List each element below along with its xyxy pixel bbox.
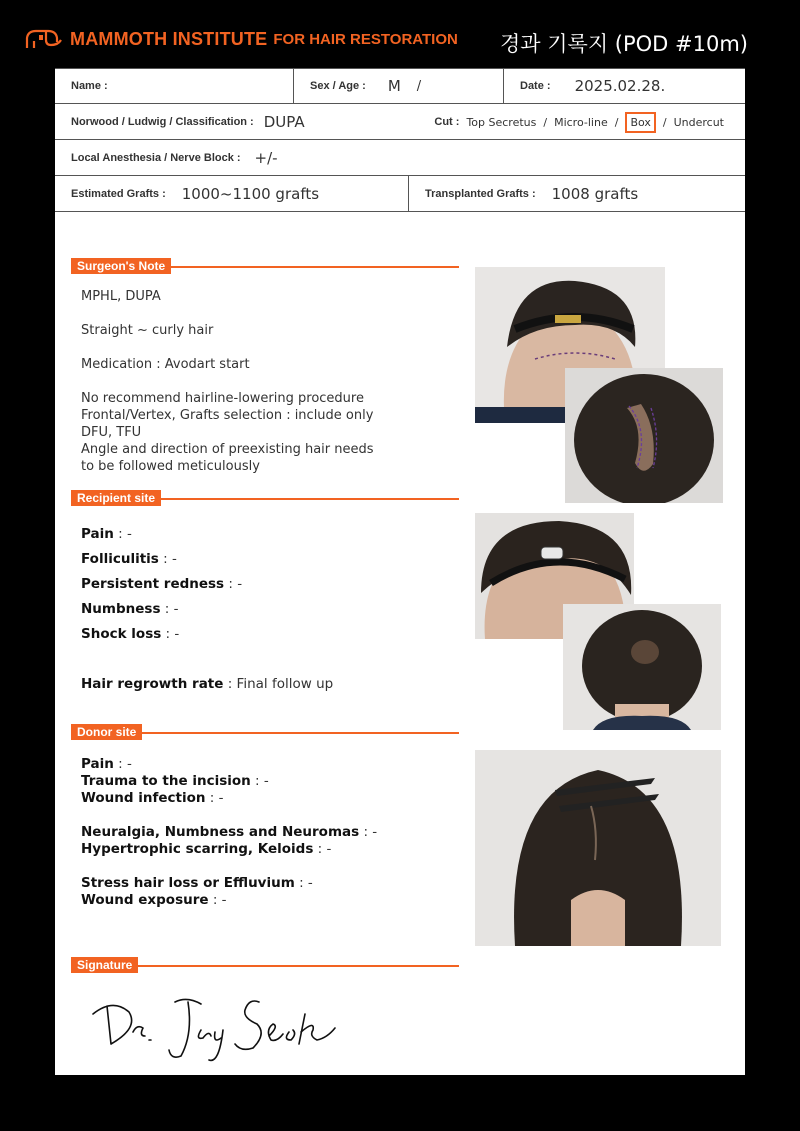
cut-option-micro-line[interactable]: Micro-line: [554, 115, 608, 129]
donor-site-title: Donor site: [71, 724, 142, 740]
cut-separator: /: [614, 115, 619, 129]
recipient-site-title: Recipient site: [71, 490, 161, 506]
cut-separator: /: [543, 115, 548, 129]
postop-back-photo: [563, 604, 721, 730]
donor-site-header: [71, 724, 459, 740]
recipient-item-redness: Persistent redness : -: [81, 576, 243, 592]
donor-item-wound-exposure: Wound exposure : -: [81, 892, 227, 908]
donor-item-neuralgia: Neuralgia, Numbness and Neuromas : -: [81, 824, 378, 840]
note-line: to be followed meticulously: [81, 459, 260, 474]
transplanted-grafts-value[interactable]: 1008 grafts: [551, 184, 639, 203]
transplanted-grafts-cell: [409, 176, 745, 211]
recipient-site-body: [81, 522, 333, 697]
transplanted-grafts-label: Transplanted Grafts :: [425, 187, 536, 200]
donor-site-body: [81, 756, 377, 909]
surgeon-note-body: [81, 288, 374, 475]
note-line: MPHL, DUPA: [81, 289, 161, 304]
cut-label: Cut :: [434, 116, 460, 128]
note-line: Angle and direction of preexisting hair needs: [81, 442, 374, 457]
document-title: 경과 기록지 (POD #10m): [500, 32, 748, 56]
brand-logo: [24, 28, 458, 50]
signature-title: Signature: [71, 957, 138, 973]
recipient-item-numbness: Numbness : -: [81, 601, 179, 617]
estimated-grafts-value[interactable]: 1000~1100 grafts: [181, 184, 320, 203]
date-value[interactable]: 2025.02.28.: [574, 77, 666, 95]
estimated-grafts-label: Estimated Grafts :: [71, 187, 166, 200]
cut-separator: /: [662, 115, 667, 129]
donor-item-trauma: Trauma to the incision : -: [81, 773, 269, 789]
form-row-anesthesia: [55, 140, 745, 176]
recipient-item-shock-loss: Shock loss : -: [81, 626, 180, 642]
cut-option-undercut[interactable]: Undercut: [673, 115, 724, 129]
cut-option-top-secretus[interactable]: Top Secretus: [466, 115, 537, 129]
brand-subtitle: FOR HAIR RESTORATION: [273, 30, 458, 48]
note-line: DFU, TFU: [81, 425, 142, 440]
estimated-grafts-cell: [55, 176, 409, 211]
anesthesia-label: Local Anesthesia / Nerve Block :: [71, 151, 241, 164]
cut-option-box-selected[interactable]: Box: [625, 112, 655, 133]
form-row-grafts: [55, 176, 745, 212]
donor-item-effluvium: Stress hair loss or Effluvium : -: [81, 875, 313, 891]
note-line: Medication : Avodart start: [81, 357, 250, 372]
donor-item-scarring: Hypertrophic scarring, Keloids : -: [81, 841, 332, 857]
note-line: Straight ~ curly hair: [81, 323, 214, 338]
surgeon-note-header: [71, 258, 459, 274]
donor-item-pain: Pain : -: [81, 756, 132, 772]
recipient-item-folliculitis: Folliculitis : -: [81, 551, 177, 567]
classification-label: Norwood / Ludwig / Classification :: [71, 115, 254, 128]
donor-item-infection: Wound infection : -: [81, 790, 224, 806]
brand-name: MAMMOTH INSTITUTE: [70, 28, 268, 49]
sex-value[interactable]: M: [387, 77, 401, 95]
donor-site-photo: [475, 750, 721, 946]
handwritten-signature: [83, 984, 353, 1064]
mammoth-logo-icon: [24, 28, 64, 50]
note-line: Frontal/Vertex, Grafts selection : include only: [81, 408, 374, 423]
form-row-patient: [55, 68, 745, 104]
surgeon-note-title: Surgeon's Note: [71, 258, 171, 274]
recipient-item-pain: Pain : -: [81, 526, 132, 542]
recipient-site-header: [71, 490, 459, 506]
sex-age-cell: [294, 69, 504, 103]
sex-age-separator: /: [416, 78, 422, 94]
cut-options: [434, 104, 727, 140]
record-sheet: [55, 68, 745, 1075]
recipient-item-regrowth-rate: Hair regrowth rate : Final follow up: [81, 676, 334, 692]
classification-value[interactable]: DUPA: [263, 112, 305, 131]
anesthesia-value[interactable]: +/-: [254, 148, 278, 167]
signature-header: [71, 957, 459, 973]
name-cell: [55, 69, 294, 103]
classification-cell: [55, 104, 305, 139]
date-cell: [504, 69, 745, 103]
page-header: [0, 0, 800, 68]
name-label: Name :: [71, 80, 108, 92]
sex-age-label: Sex / Age :: [310, 80, 366, 92]
preop-vertex-photo: [565, 368, 723, 503]
date-label: Date :: [520, 80, 551, 92]
note-line: No recommend hairline-lowering procedure: [81, 391, 364, 406]
form-row-classification: [55, 104, 745, 140]
anesthesia-cell: [55, 140, 278, 175]
